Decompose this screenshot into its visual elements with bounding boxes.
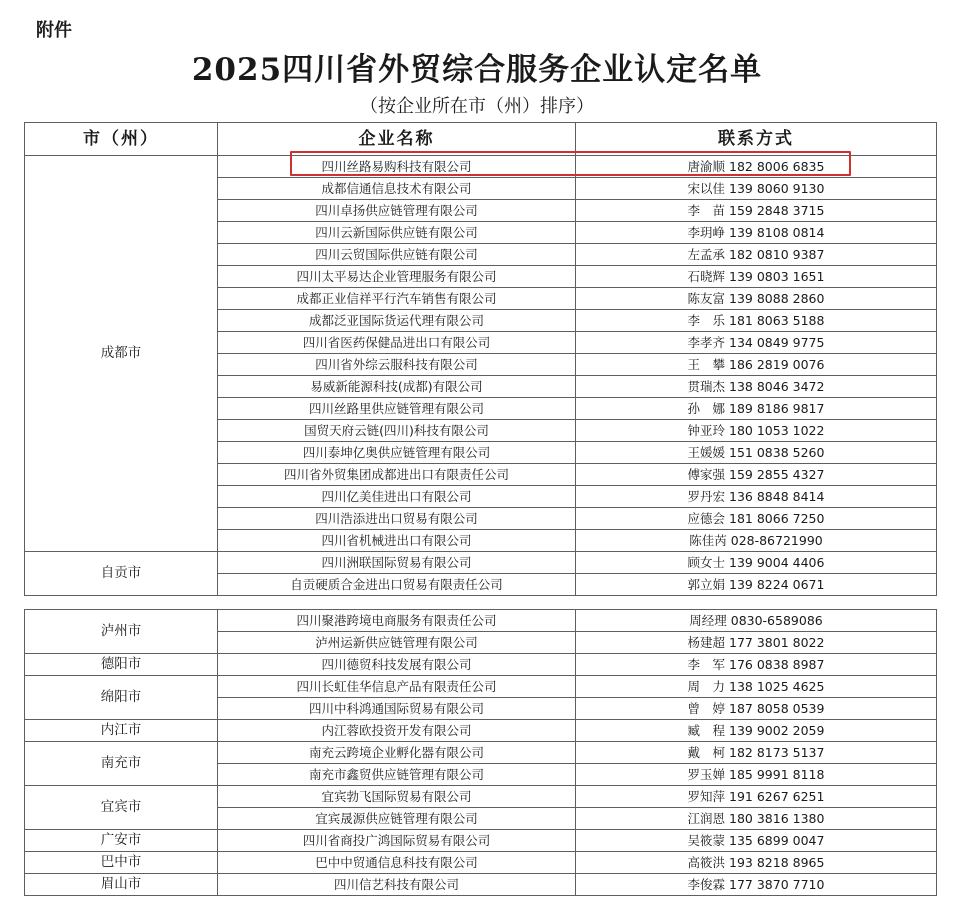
contact-cell: 石晓辉 139 0803 1651 — [576, 266, 937, 288]
company-table-part-1 — [24, 122, 937, 596]
company-name-cell: 四川亿美佳进出口有限公司 — [218, 486, 576, 508]
company-name-cell: 四川中科鸿通国际贸易有限公司 — [218, 698, 576, 720]
contact-cell: 王媛媛 151 0838 5260 — [576, 442, 937, 464]
company-name-cell: 泸州运新供应链管理有限公司 — [218, 632, 576, 654]
company-name-cell: 四川德贸科技发展有限公司 — [218, 654, 576, 676]
company-name-cell: 四川省外综云服科技有限公司 — [218, 354, 576, 376]
table-row — [25, 874, 937, 896]
contact-cell: 郭立娟 139 8224 0671 — [576, 574, 937, 596]
company-name-cell: 四川省外贸集团成都进出口有限责任公司 — [218, 464, 576, 486]
company-name-cell: 四川云新国际供应链有限公司 — [218, 222, 576, 244]
city-cell: 南充市 — [25, 742, 218, 786]
company-name-cell: 四川洲联国际贸易有限公司 — [218, 552, 576, 574]
company-name-cell: 四川泰坤亿奥供应链管理有限公司 — [218, 442, 576, 464]
city-cell: 巴中市 — [25, 852, 218, 874]
table-row — [25, 852, 937, 874]
contact-cell: 陈佳芮 028-86721990 — [576, 530, 937, 552]
document-subtitle: （按企业所在市（州）排序） — [360, 96, 594, 117]
company-name-cell: 南充市鑫贸供应链管理有限公司 — [218, 764, 576, 786]
city-cell: 自贡市 — [25, 552, 218, 596]
contact-cell: 李孝齐 134 0849 9775 — [576, 332, 937, 354]
city-cell: 宜宾市 — [25, 786, 218, 830]
company-name-cell: 宜宾晟源供应链管理有限公司 — [218, 808, 576, 830]
document-title: 2025四川省外贸综合服务企业认定名单 — [191, 52, 763, 88]
contact-cell: 臧 程 139 9002 2059 — [576, 720, 937, 742]
contact-cell: 李 乐 181 8063 5188 — [576, 310, 937, 332]
header-contact: 联系方式 — [576, 123, 937, 156]
contact-cell: 傅家强 159 2855 4327 — [576, 464, 937, 486]
contact-cell: 曾 婷 187 8058 0539 — [576, 698, 937, 720]
company-name-cell: 内江蓉欧投资开发有限公司 — [218, 720, 576, 742]
contact-cell: 罗丹宏 136 8848 8414 — [576, 486, 937, 508]
company-name-cell: 四川信艺科技有限公司 — [218, 874, 576, 896]
city-cell: 成都市 — [25, 156, 218, 552]
company-name-cell: 自贡硬质合金进出口贸易有限责任公司 — [218, 574, 576, 596]
city-cell: 泸州市 — [25, 610, 218, 654]
contact-cell: 宋以佳 139 8060 9130 — [576, 178, 937, 200]
header-company: 企业名称 — [218, 123, 576, 156]
table-row — [25, 786, 937, 808]
company-name-cell: 四川浩添进出口贸易有限公司 — [218, 508, 576, 530]
contact-cell: 罗知萍 191 6267 6251 — [576, 786, 937, 808]
company-name-cell: 四川长虹佳华信息产品有限责任公司 — [218, 676, 576, 698]
contact-cell: 周经理 0830-6589086 — [576, 610, 937, 632]
contact-cell: 周 力 138 1025 4625 — [576, 676, 937, 698]
contact-cell: 李玥峥 139 8108 0814 — [576, 222, 937, 244]
company-name-cell: 成都泛亚国际货运代理有限公司 — [218, 310, 576, 332]
contact-cell: 江润恩 180 3816 1380 — [576, 808, 937, 830]
company-name-cell: 四川卓扬供应链管理有限公司 — [218, 200, 576, 222]
contact-cell: 李 军 176 0838 8987 — [576, 654, 937, 676]
company-name-cell: 易威新能源科技(成都)有限公司 — [218, 376, 576, 398]
contact-cell: 罗玉婵 185 9991 8118 — [576, 764, 937, 786]
contact-cell: 戴 柯 182 8173 5137 — [576, 742, 937, 764]
city-cell: 内江市 — [25, 720, 218, 742]
company-name-cell: 四川丝路易购科技有限公司 — [218, 156, 576, 178]
table-row — [25, 610, 937, 632]
header-city: 市（州） — [25, 123, 218, 156]
company-name-cell: 巴中中贸通信息科技有限公司 — [218, 852, 576, 874]
contact-cell: 唐渝顺 182 8006 6835 — [576, 156, 937, 178]
company-name-cell: 四川云贸国际供应链有限公司 — [218, 244, 576, 266]
company-name-cell: 四川太平易达企业管理服务有限公司 — [218, 266, 576, 288]
contact-cell: 李 苗 159 2848 3715 — [576, 200, 937, 222]
company-name-cell: 国贸天府云链(四川)科技有限公司 — [218, 420, 576, 442]
company-name-cell: 宜宾勃飞国际贸易有限公司 — [218, 786, 576, 808]
table-row — [25, 742, 937, 764]
contact-cell: 陈友富 139 8088 2860 — [576, 288, 937, 310]
company-name-cell: 四川省商投广鸿国际贸易有限公司 — [218, 830, 576, 852]
table-row — [25, 830, 937, 852]
table-row — [25, 552, 937, 574]
table-row — [25, 720, 937, 742]
company-table-part-2 — [24, 609, 937, 896]
table-row — [25, 654, 937, 676]
city-cell: 绵阳市 — [25, 676, 218, 720]
company-name-cell: 成都信通信息技术有限公司 — [218, 178, 576, 200]
company-name-cell: 成都正业信祥平行汽车销售有限公司 — [218, 288, 576, 310]
city-cell: 广安市 — [25, 830, 218, 852]
contact-cell: 吴筱蒙 135 6899 0047 — [576, 830, 937, 852]
contact-cell: 应德会 181 8066 7250 — [576, 508, 937, 530]
contact-cell: 王 攀 186 2819 0076 — [576, 354, 937, 376]
city-cell: 眉山市 — [25, 874, 218, 896]
contact-cell: 李俊霖 177 3870 7710 — [576, 874, 937, 896]
company-name-cell: 四川丝路里供应链管理有限公司 — [218, 398, 576, 420]
company-name-cell: 南充云跨境企业孵化器有限公司 — [218, 742, 576, 764]
contact-cell: 左孟承 182 0810 9387 — [576, 244, 937, 266]
contact-cell: 杨建超 177 3801 8022 — [576, 632, 937, 654]
contact-cell: 贯瑞杰 138 8046 3472 — [576, 376, 937, 398]
company-name-cell: 四川聚港跨境电商服务有限责任公司 — [218, 610, 576, 632]
contact-cell: 顾女士 139 9004 4406 — [576, 552, 937, 574]
attachment-label: 附件 — [36, 20, 72, 41]
contact-cell: 钟亚玲 180 1053 1022 — [576, 420, 937, 442]
company-name-cell: 四川省机械进出口有限公司 — [218, 530, 576, 552]
table-row — [25, 676, 937, 698]
contact-cell: 孙 娜 189 8186 9817 — [576, 398, 937, 420]
company-name-cell: 四川省医药保健品进出口有限公司 — [218, 332, 576, 354]
highlight-box — [290, 151, 851, 176]
contact-cell: 高筱洪 193 8218 8965 — [576, 852, 937, 874]
city-cell: 德阳市 — [25, 654, 218, 676]
